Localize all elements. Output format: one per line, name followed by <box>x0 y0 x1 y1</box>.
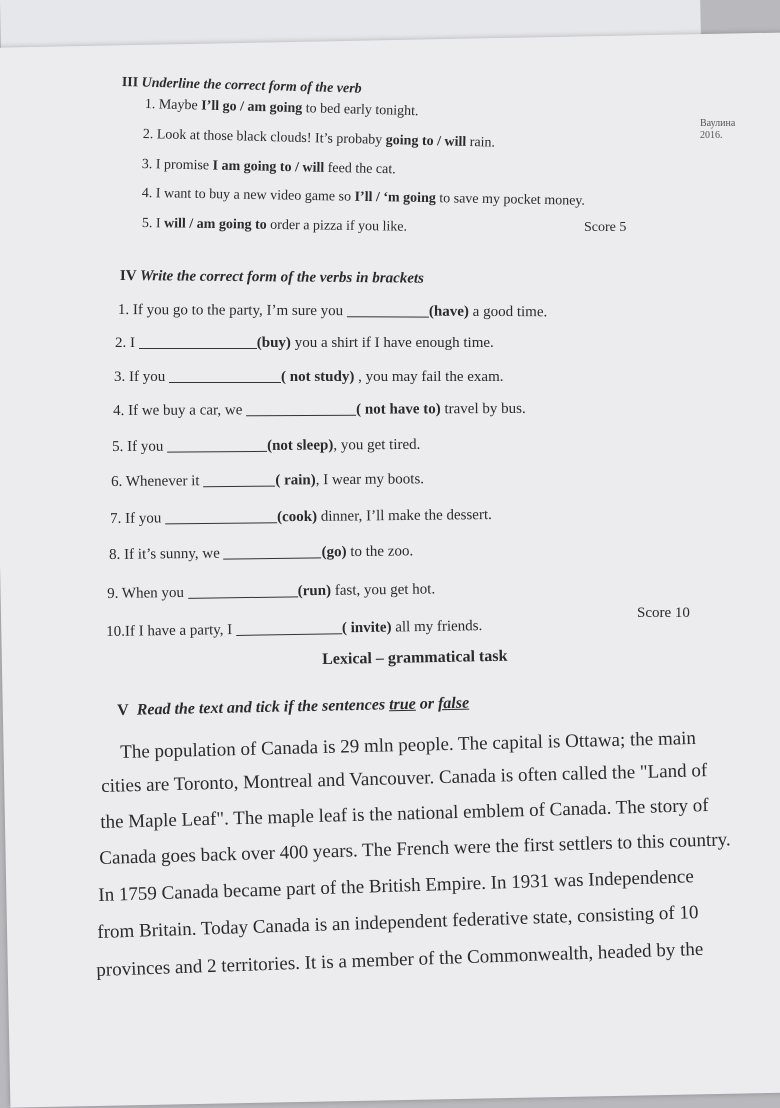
section3-score: Score 5 <box>584 220 627 235</box>
passage-line: Canada goes back over 400 years. The French were the first settlers to this country. <box>99 829 731 869</box>
passage-line: The population of Canada is 29 mln people. The capital is Ottawa; the main <box>120 727 697 763</box>
item-number: 3. <box>141 157 153 173</box>
item-number: 5. <box>112 438 124 455</box>
verb-in-brackets: (buy) <box>256 335 291 351</box>
s4-item-8 <box>109 541 413 564</box>
answer-blank[interactable] <box>167 436 267 453</box>
answer-blank[interactable] <box>165 507 277 524</box>
item-number: 4. <box>113 402 125 419</box>
s4-item-2 <box>115 333 494 352</box>
verb-in-brackets: ( rain) <box>275 472 316 489</box>
answer-blank[interactable] <box>246 400 356 417</box>
item-text: I <box>130 335 139 351</box>
item-text: fast, you get hot. <box>330 581 436 599</box>
item-text: When you <box>121 584 188 602</box>
s4-item-4 <box>113 399 526 420</box>
item-text: to save my pocket money. <box>435 191 586 209</box>
item-number: 3. <box>114 369 126 385</box>
item-number: 1. <box>117 301 130 319</box>
answer-blank[interactable] <box>169 367 281 383</box>
verb-choice: I am going to / will <box>212 158 325 176</box>
s4-item-5 <box>112 435 420 456</box>
s4-item-1 <box>118 300 547 321</box>
item-text: feed the cat. <box>324 160 396 178</box>
section3-heading-text: Underline the correct form of the verb <box>141 75 362 97</box>
item-text: order a pizza if you like. <box>266 217 408 235</box>
item-number: 10. <box>106 623 126 640</box>
section4-heading <box>120 268 424 288</box>
verb-choice: I’ll go / am going <box>200 98 303 117</box>
passage-line: cities are Toronto, Montreal and Vancouver. Canada is often called the "Land of <box>101 760 708 797</box>
verb-in-brackets: ( not have to) <box>356 401 441 418</box>
lexical-task-title: Lexical – grammatical task <box>322 647 508 668</box>
answer-blank[interactable] <box>188 581 298 599</box>
s4-item-10 <box>106 616 482 641</box>
item-text: Look at those black clouds! It’s probaby <box>156 127 386 148</box>
or-word: or <box>415 695 439 713</box>
s3-item-3 <box>142 157 396 178</box>
item-text: all my friends. <box>391 618 483 636</box>
item-text: , I wear my boots. <box>315 471 425 489</box>
section3-heading <box>122 75 362 98</box>
item-number: 1. <box>144 97 156 113</box>
section5-heading <box>117 695 469 720</box>
true-word: true <box>388 695 416 714</box>
s4-item-3 <box>114 367 503 386</box>
section5-heading-text: Read the text and tick if the sentences <box>136 696 390 719</box>
section4-heading-text: Write the correct form of the verbs in brackets <box>140 268 425 287</box>
item-text: to bed early tonight. <box>302 101 419 120</box>
s3-item-1 <box>145 97 419 120</box>
item-text: I want to buy a new video game so <box>155 186 355 205</box>
section5-heading-num: V <box>117 701 129 719</box>
margin-note-year: 2016. <box>700 130 723 141</box>
s3-item-4 <box>142 186 585 210</box>
answer-blank[interactable] <box>139 333 257 349</box>
margin-note-name: Ваулина <box>700 118 736 129</box>
item-text: If you <box>129 369 169 385</box>
item-text: , you get tired. <box>333 436 421 454</box>
s3-item-5 <box>142 216 407 236</box>
verb-in-brackets: (have) <box>428 303 469 320</box>
item-text: If you <box>127 438 168 455</box>
verb-in-brackets: (cook) <box>277 508 318 526</box>
item-number: 7. <box>110 510 122 527</box>
item-text: to the zoo. <box>346 543 414 561</box>
item-number: 4. <box>141 186 153 202</box>
section3-heading-num: III <box>121 75 139 91</box>
item-text: If you <box>125 510 166 527</box>
item-text: , you may fail the exam. <box>354 369 504 385</box>
item-text: If I have a party, I <box>124 621 237 640</box>
verb-in-brackets: ( not study) <box>281 369 355 385</box>
false-word: false <box>437 694 470 713</box>
passage-line: provinces and 2 territories. It is a member of the Commonwealth, headed by the <box>96 938 704 981</box>
verb-in-brackets: (run) <box>297 582 332 600</box>
item-number: 2. <box>142 127 154 143</box>
item-text: Whenever it <box>125 473 204 490</box>
s4-item-9 <box>107 579 435 603</box>
passage-line: from Britain. Today Canada is an independent federative state, consisting of 10 <box>97 902 699 943</box>
item-text: If you go to the party, I’m sure you <box>132 302 347 320</box>
verb-in-brackets: (go) <box>321 544 347 561</box>
item-number: 9. <box>107 585 119 602</box>
verb-in-brackets: (not sleep) <box>267 437 334 454</box>
s3-item-2 <box>143 127 496 152</box>
verb-choice: will / am going to <box>163 216 267 233</box>
item-text: you a shirt if I have enough time. <box>290 335 494 351</box>
passage-line: In 1759 Canada became part of the British Empire. In 1931 was Independence <box>98 866 695 906</box>
item-text: dinner, I’ll make the dessert. <box>317 507 492 525</box>
verb-choice: going to / will <box>385 132 467 150</box>
verb-in-brackets: ( invite) <box>341 619 392 637</box>
section4-heading-num: IV <box>119 268 137 285</box>
item-number: 6. <box>111 473 123 490</box>
item-number: 5. <box>141 216 153 232</box>
answer-blank[interactable] <box>347 301 429 317</box>
margin-note <box>700 118 735 142</box>
item-text: If it’s sunny, we <box>124 545 224 563</box>
s4-item-6 <box>111 469 424 491</box>
verb-choice: I’ll / ‘m going <box>354 189 436 207</box>
item-text: travel by bus. <box>440 400 526 418</box>
section4-score: Score 10 <box>637 605 690 621</box>
item-number: 8. <box>109 546 121 563</box>
answer-blank[interactable] <box>236 618 342 636</box>
s4-item-7 <box>110 505 492 528</box>
item-text: I promise <box>155 157 213 174</box>
answer-blank[interactable] <box>223 542 321 559</box>
item-text: If we buy a car, we <box>128 402 247 419</box>
item-text: I <box>155 216 165 232</box>
item-number: 2. <box>115 335 127 351</box>
passage-line: the Maple Leaf". The maple leaf is the national emblem of Canada. The story of <box>100 795 709 833</box>
item-text: a good time. <box>468 303 548 321</box>
answer-blank[interactable] <box>203 471 275 488</box>
item-text: rain. <box>466 134 496 151</box>
item-text: Maybe <box>158 97 202 114</box>
